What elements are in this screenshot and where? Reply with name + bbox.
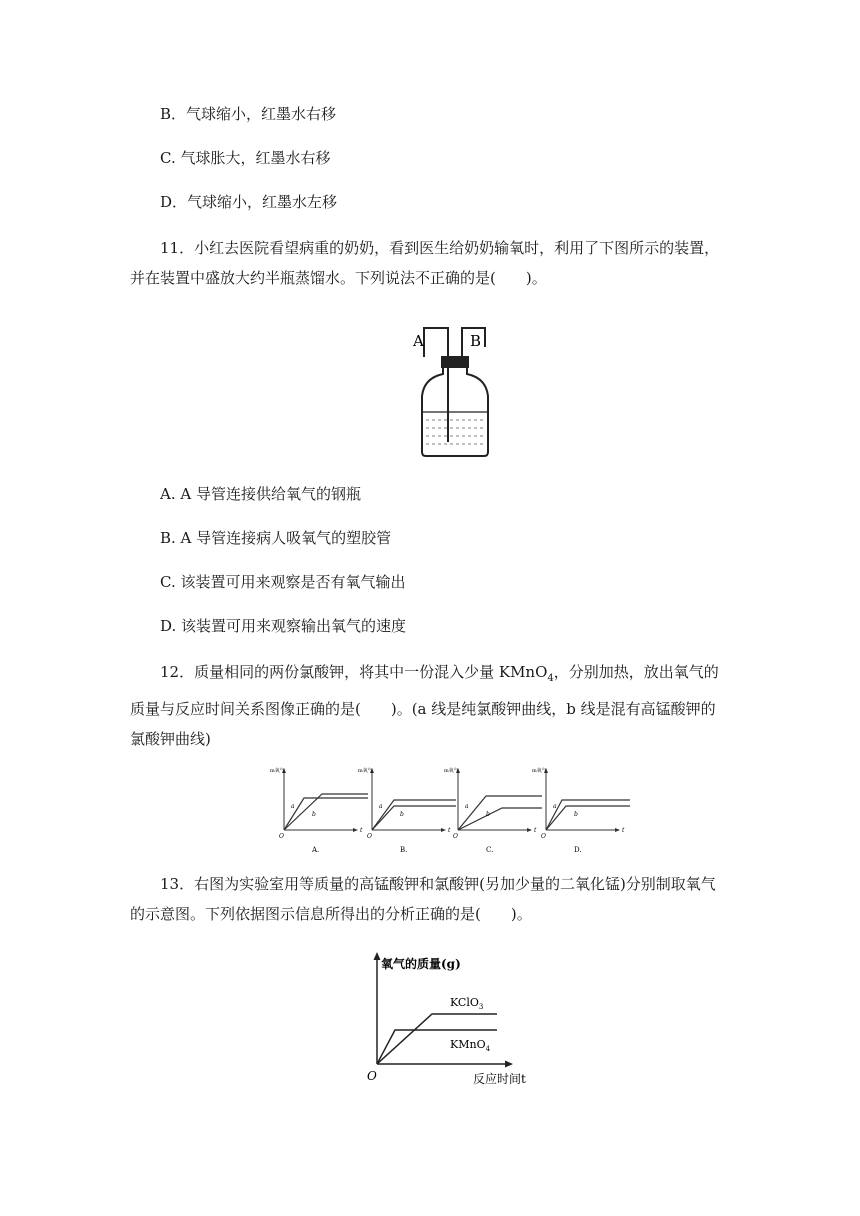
q12-label-b: b — [486, 811, 490, 818]
q12-label-b: b — [400, 811, 404, 818]
q12-label-a: a — [553, 803, 557, 810]
q12-origin: O — [453, 833, 458, 840]
label-b: B — [470, 332, 482, 350]
q12-origin: O — [367, 833, 372, 840]
option-b-q11: B. A 导管连接病人吸氧气的塑胶管 — [160, 529, 392, 547]
q12-line-a — [458, 796, 542, 830]
q12-line-b — [372, 806, 456, 830]
label-kmno4: KMnO$_4$ — [450, 1038, 491, 1053]
q12-axis-y: m氧气 — [270, 768, 285, 774]
q12-panel-label: A. — [312, 846, 320, 854]
chart-origin: O — [367, 1069, 377, 1083]
q12-axis-y: m氧气 — [358, 768, 373, 774]
gas-washing-bottle-figure — [410, 320, 500, 460]
chart-title: 氧气的质量(g) — [381, 957, 461, 971]
q12-label-a: a — [291, 803, 295, 810]
label-a: A — [413, 332, 424, 350]
q12-line-b — [458, 808, 542, 830]
q12-panel-label: C. — [486, 846, 494, 854]
question-12-text-2: ，分别加热，放出氧气的质量与反应时间关系图像正确的是( )。(a 线是纯氯酸钾曲线，b 线是混有高锰酸钾的氯酸钾曲线) — [130, 663, 719, 748]
q12-label-a: a — [379, 803, 383, 810]
q12-line-b — [284, 798, 368, 830]
q12-axis-x: t — [448, 827, 451, 834]
q12-axis-x: t — [534, 827, 537, 834]
question-11-stem — [130, 233, 730, 293]
q12-axis-x: t — [360, 827, 363, 834]
question-12-sub: 4 — [547, 673, 554, 684]
question-13-text: 13．右图为实验室用等质量的高锰酸钾和氯酸钾(另加少量的二氧化锰)分别制取氧气的示意图。下列依据图示信息所得出的分析正确的是( )。 — [130, 875, 716, 923]
q12-label-b: b — [312, 811, 316, 818]
q12-line-a — [372, 800, 456, 830]
question-12-text-1: 12．质量相同的两份氯酸钾，将其中一份混入少量 KMnO — [160, 663, 548, 681]
question-11-text: 11．小红去医院看望病重的奶奶，看到医生给奶奶输氧时，利用了下图所示的装置，并在装置中盛放大约半瓶蒸馏水。下列说法不正确的是( )。 — [130, 239, 720, 287]
chart-x-label: 反应时间t — [473, 1072, 526, 1086]
option-a-q11: A. A 导管连接供给氧气的钢瓶 — [160, 485, 361, 503]
q12-line-b — [546, 806, 630, 830]
q12-axis-y: m氧气 — [532, 768, 547, 774]
option-d-q11: D. 该装置可用来观察输出氧气的速度 — [160, 617, 407, 635]
oxygen-mass-chart — [355, 950, 535, 1090]
q12-panel-label: B. — [400, 846, 408, 854]
option-b-q10: B．气球缩小，红墨水右移 — [160, 105, 337, 123]
q12-graph-3 — [444, 767, 542, 854]
label-kclo3: KClO$_3$ — [450, 996, 484, 1011]
option-c-q10: C. 气球胀大，红墨水右移 — [160, 149, 331, 167]
question-13-stem — [130, 869, 730, 929]
q12-label-a: a — [465, 803, 469, 810]
q12-graph-4 — [532, 767, 630, 854]
q12-label-b: b — [574, 811, 578, 818]
q12-graph-panels — [262, 762, 632, 854]
q12-line-a — [284, 794, 368, 830]
option-d-q10: D．气球缩小，红墨水左移 — [160, 193, 338, 211]
q12-origin: O — [541, 833, 546, 840]
q12-graph-1 — [270, 767, 368, 854]
option-c-q11: C. 该装置可用来观察是否有氧气输出 — [160, 573, 406, 591]
q12-panel-label: D. — [574, 846, 582, 854]
question-12-stem — [130, 657, 730, 754]
q12-axis-x: t — [622, 827, 625, 834]
q12-axis-y: m氧气 — [444, 768, 459, 774]
q12-graph-2 — [358, 767, 456, 854]
q12-origin: O — [279, 833, 284, 840]
